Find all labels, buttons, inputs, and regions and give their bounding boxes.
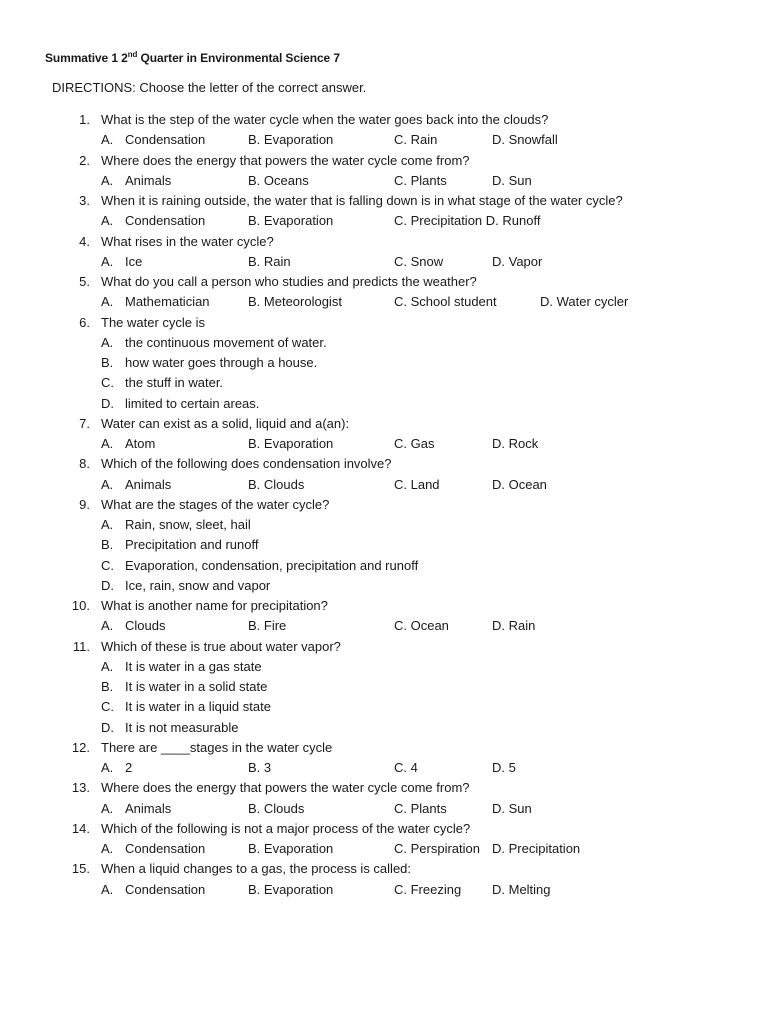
answer-option[interactable] xyxy=(101,211,205,231)
option-text: D. Vapor xyxy=(492,253,543,269)
option-text: B. Rain xyxy=(248,253,291,269)
answer-option[interactable] xyxy=(101,434,155,454)
option-letter: A. xyxy=(101,334,114,350)
answer-option[interactable] xyxy=(394,292,497,312)
question-text: When a liquid changes to a gas, the process is called: xyxy=(101,861,412,877)
option-letter: A. xyxy=(101,800,114,816)
option-text: B. Oceans xyxy=(248,172,309,188)
answer-option-content xyxy=(101,677,267,697)
option-text: D. Rain xyxy=(492,618,536,634)
option-letter: D. xyxy=(101,395,114,411)
answer-option[interactable] xyxy=(248,211,333,231)
answer-option[interactable] xyxy=(248,292,342,312)
answer-option[interactable] xyxy=(248,252,291,272)
option-text: Rain, snow, sleet, hail xyxy=(125,517,251,532)
option-text: C. Perspiration xyxy=(394,841,480,856)
question-number: 11. xyxy=(72,638,90,654)
answer-option[interactable] xyxy=(248,616,286,636)
answer-option-content xyxy=(101,576,270,596)
question-number: 4. xyxy=(79,233,90,249)
option-letter: D. xyxy=(101,577,114,593)
option-text: It is water in a solid state xyxy=(125,679,268,694)
answer-option[interactable] xyxy=(394,171,447,191)
option-text: D. Melting xyxy=(492,881,551,897)
question-text: Which of these is true about water vapor? xyxy=(101,638,341,654)
question-number: 3. xyxy=(79,193,90,208)
option-text: C. Ocean xyxy=(394,618,449,634)
answer-option[interactable] xyxy=(101,839,205,859)
answer-option-content xyxy=(101,333,327,353)
option-letter: B. xyxy=(101,537,114,553)
option-text: D. Ocean xyxy=(492,476,547,492)
option-letter: A. xyxy=(101,881,114,897)
option-letter: A. xyxy=(101,618,114,634)
answer-option[interactable] xyxy=(248,171,309,191)
question-number: 7. xyxy=(79,415,90,431)
answer-option[interactable] xyxy=(492,252,542,272)
option-letter: A. xyxy=(101,294,114,310)
option-text: B. 3 xyxy=(248,760,272,775)
question-text: Where does the energy that powers the water cycle come from? xyxy=(101,780,470,796)
answer-option-content xyxy=(101,394,259,414)
answer-option[interactable] xyxy=(492,758,516,778)
answer-option[interactable] xyxy=(394,475,440,495)
answer-option[interactable] xyxy=(101,880,205,900)
option-text: C. Precipitation D. Runoff xyxy=(394,213,541,229)
title-suffix: Quarter in Environmental Science 7 xyxy=(137,51,340,65)
answer-option[interactable] xyxy=(492,475,547,495)
answer-option[interactable] xyxy=(394,758,418,778)
option-text: B. Evaporation xyxy=(248,132,334,148)
answer-option[interactable] xyxy=(101,252,142,272)
question-text: When it is raining outside, the water that is falling down is in what stage of the water cycle? xyxy=(101,193,623,208)
answer-option[interactable] xyxy=(248,799,304,819)
answer-option[interactable] xyxy=(248,130,333,150)
option-letter: C. xyxy=(101,375,114,391)
option-text: C. Land xyxy=(394,476,440,492)
question-text: What is another name for precipitation? xyxy=(101,598,328,613)
question-text: Water can exist as a solid, liquid and a(an): xyxy=(101,415,350,431)
option-letter: A. xyxy=(101,658,114,674)
answer-option-content xyxy=(101,657,262,677)
option-letter: C. xyxy=(101,699,114,715)
answer-option[interactable] xyxy=(394,799,447,819)
option-text: D. Sun xyxy=(492,800,532,816)
answer-option[interactable] xyxy=(394,434,434,454)
question-text: Which of the following is not a major process of the water cycle? xyxy=(101,820,471,836)
question-text: What are the stages of the water cycle? xyxy=(101,496,330,512)
option-text: It is not measurable xyxy=(125,719,239,735)
option-text: Animals xyxy=(125,476,172,492)
option-text: D. Snowfall xyxy=(492,132,558,148)
option-text: limited to certain areas. xyxy=(125,395,260,411)
question-text: What rises in the water cycle? xyxy=(101,233,274,249)
answer-option[interactable] xyxy=(101,292,210,312)
answer-option[interactable] xyxy=(394,211,540,231)
option-text: B. Clouds xyxy=(248,800,305,816)
option-letter: A. xyxy=(101,132,114,148)
answer-option[interactable] xyxy=(394,839,480,859)
answer-option[interactable] xyxy=(492,799,532,819)
option-text: D. 5 xyxy=(492,760,516,775)
option-text: It is water in a gas state xyxy=(125,658,262,674)
answer-option[interactable] xyxy=(101,475,171,495)
question-number: 15. xyxy=(71,861,90,877)
title-superscript: nd xyxy=(127,50,138,59)
answer-option[interactable] xyxy=(248,839,333,859)
question-text: Which of the following does condensation involve? xyxy=(101,456,392,472)
option-text: Atom xyxy=(125,436,156,451)
option-text: Clouds xyxy=(125,618,166,634)
answer-option[interactable] xyxy=(492,130,558,150)
option-text: B. Evaporation xyxy=(248,841,334,856)
option-letter: A. xyxy=(101,476,114,492)
answer-option-content xyxy=(101,718,238,738)
answer-option[interactable] xyxy=(248,880,333,900)
question-text: What do you call a person who studies and predicts the weather? xyxy=(101,274,477,289)
option-text: Precipitation and runoff xyxy=(125,537,259,553)
answer-option[interactable] xyxy=(101,171,171,191)
option-text: Evaporation, condensation, precipitation and runoff xyxy=(125,557,419,573)
option-text: C. 4 xyxy=(394,760,418,775)
option-letter: D. xyxy=(101,719,114,735)
option-text: B. Clouds xyxy=(248,476,305,492)
option-text: C. Gas xyxy=(394,436,435,451)
option-text: D. Water cycler xyxy=(540,294,629,310)
option-text: the stuff in water. xyxy=(125,375,224,391)
option-text: Condensation xyxy=(125,132,206,148)
answer-option[interactable] xyxy=(492,171,532,191)
answer-option-content xyxy=(101,535,258,555)
option-text: Animals xyxy=(125,172,172,188)
option-text: D. Sun xyxy=(492,172,532,188)
answer-option-content xyxy=(101,697,271,717)
answer-option[interactable] xyxy=(394,880,461,900)
answer-option[interactable] xyxy=(492,839,580,859)
option-text: C. Plants xyxy=(394,800,447,816)
title-prefix: Summative 1 2 xyxy=(45,51,128,65)
option-letter: A. xyxy=(101,760,114,775)
option-text: C. Freezing xyxy=(394,881,462,897)
answer-option[interactable] xyxy=(540,292,628,312)
answer-option-content xyxy=(101,353,317,373)
answer-option[interactable] xyxy=(394,252,443,272)
option-text: B. Evaporation xyxy=(248,436,334,451)
directions: DIRECTIONS: Choose the letter of the correct answer. xyxy=(52,80,367,95)
option-text: B. Meteorologist xyxy=(248,294,342,310)
question-number: 8. xyxy=(79,456,90,472)
answer-option[interactable] xyxy=(101,799,171,819)
option-text: Ice, rain, snow and vapor xyxy=(125,577,271,593)
option-text: 2 xyxy=(125,760,133,775)
question-number: 14. xyxy=(71,820,90,836)
question-text: Where does the energy that powers the water cycle come from? xyxy=(101,152,470,168)
answer-option-content xyxy=(101,515,251,535)
option-text: Mathematician xyxy=(125,294,210,310)
option-text: C. Plants xyxy=(394,172,447,188)
option-letter: A. xyxy=(101,841,114,856)
answer-option[interactable] xyxy=(492,616,535,636)
option-letter: A. xyxy=(101,253,114,269)
option-text: B. Fire xyxy=(248,618,287,634)
option-text: the continuous movement of water. xyxy=(125,334,327,350)
answer-option-content xyxy=(101,373,223,393)
question-number: 1. xyxy=(79,112,90,127)
option-text: D. Precipitation xyxy=(492,841,581,856)
option-text: Ice xyxy=(125,253,143,269)
question-number: 10. xyxy=(71,598,90,613)
option-letter: C. xyxy=(101,557,114,573)
question-text: The water cycle is xyxy=(101,314,206,330)
option-text: how water goes through a house. xyxy=(125,355,318,370)
option-text: Condensation xyxy=(125,841,206,856)
answer-option[interactable] xyxy=(248,434,333,454)
answer-option[interactable] xyxy=(101,616,165,636)
question-number: 6. xyxy=(79,314,90,330)
option-text: C. Rain xyxy=(394,132,438,148)
answer-option[interactable] xyxy=(394,616,449,636)
option-letter: A. xyxy=(101,517,114,532)
question-number: 2. xyxy=(79,152,90,168)
answer-option[interactable] xyxy=(492,880,551,900)
answer-option[interactable] xyxy=(492,434,538,454)
question-text: What is the step of the water cycle when the water goes back into the clouds? xyxy=(101,112,549,127)
question-number: 12. xyxy=(71,739,90,755)
option-letter: A. xyxy=(101,172,114,188)
answer-option[interactable] xyxy=(248,758,271,778)
answer-option[interactable] xyxy=(248,475,304,495)
option-text: Condensation xyxy=(125,881,206,897)
question-number: 5. xyxy=(79,274,90,289)
question-number: 9. xyxy=(79,496,90,512)
option-text: B. Evaporation xyxy=(248,881,334,897)
option-text: C. Snow xyxy=(394,253,444,269)
option-letter: B. xyxy=(101,355,114,370)
option-text: D. Rock xyxy=(492,436,539,451)
question-text: There are ____stages in the water cycle xyxy=(101,739,333,755)
option-letter: A. xyxy=(101,213,114,229)
option-text: Condensation xyxy=(125,213,206,229)
worksheet-title xyxy=(45,50,340,65)
question-number: 13. xyxy=(71,780,90,796)
option-letter: B. xyxy=(101,679,114,694)
option-text: B. Evaporation xyxy=(248,213,334,229)
answer-option[interactable] xyxy=(101,130,205,150)
option-text: Animals xyxy=(125,800,172,816)
answer-option-content xyxy=(101,556,418,576)
option-letter: A. xyxy=(101,436,114,451)
answer-option[interactable] xyxy=(394,130,437,150)
answer-option[interactable] xyxy=(101,758,132,778)
option-text: It is water in a liquid state xyxy=(125,699,271,715)
option-text: C. School student xyxy=(394,294,497,310)
